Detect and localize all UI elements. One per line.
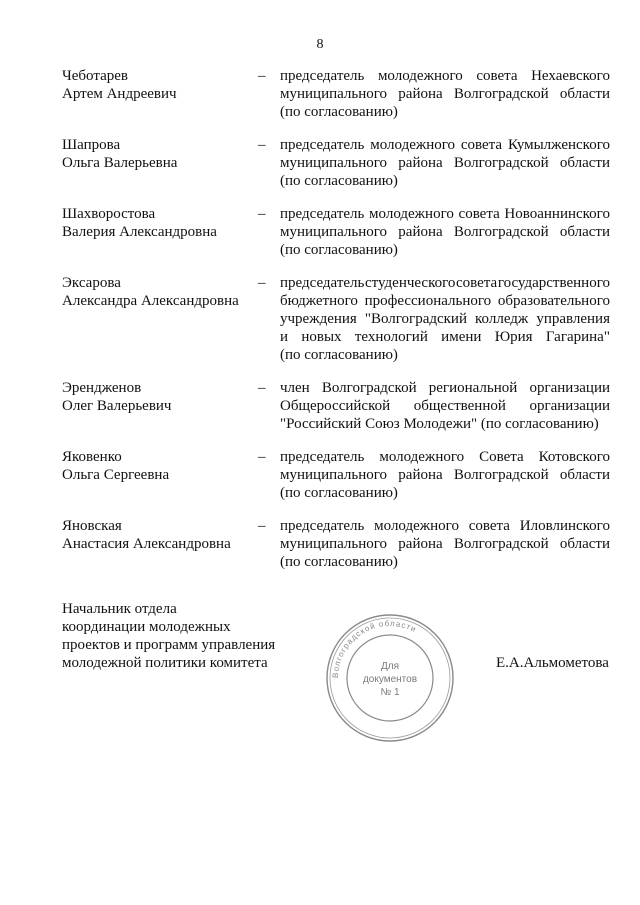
seal-ring-text: Волгоградской области xyxy=(330,618,419,679)
member-surname: Шахворостова xyxy=(62,206,156,222)
member-role-line: муниципального района Волгоградской области xyxy=(280,224,610,240)
member-given-names: Артем Андреевич xyxy=(62,86,177,102)
member-role xyxy=(280,67,610,121)
member-role-line: председатель молодежного совета Иловлинского xyxy=(280,518,610,534)
member-given-names: Ольга Сергеевна xyxy=(62,467,170,483)
member-name xyxy=(62,136,252,172)
member-given-names: Анастасия Александровна xyxy=(62,536,231,552)
member-role-line: председатель студенческого совета государственного xyxy=(280,275,610,291)
member-role-line: муниципального района Волгоградской области xyxy=(280,155,610,171)
entry-dash: – xyxy=(258,275,266,291)
member-surname: Чеботарев xyxy=(62,68,128,84)
signatory-title-line: молодежной политики комитета xyxy=(62,655,268,671)
member-role-line: (по согласованию) xyxy=(280,485,398,501)
member-role-line: член Волгоградской региональной организации xyxy=(280,380,610,396)
member-role-line: "Российский Союз Молодежи" (по согласованию) xyxy=(280,416,599,432)
member-name xyxy=(62,274,252,310)
member-role xyxy=(280,205,610,259)
member-role-line: председатель молодежного совета Кумылженского xyxy=(280,137,610,153)
member-role xyxy=(280,379,610,433)
member-role xyxy=(280,136,610,190)
member-role-line: и новых технологий имени Юрия Гагарина" xyxy=(280,329,610,345)
signatory-title-line: Начальник отдела xyxy=(62,601,177,617)
seal-center-line: Для xyxy=(380,661,400,672)
member-entry xyxy=(0,517,640,607)
entry-dash: – xyxy=(258,449,266,465)
svg-text:Волгоградской области xyxy=(331,619,418,678)
member-role-line: (по согласованию) xyxy=(280,173,398,189)
member-surname: Яновская xyxy=(62,518,122,534)
member-name xyxy=(62,517,252,553)
entry-dash: – xyxy=(258,380,266,396)
member-given-names: Олег Валерьевич xyxy=(62,398,172,414)
member-role-line: председатель молодежного совета Новоаннинского xyxy=(280,206,610,222)
signatory-title-line: проектов и программ управления xyxy=(62,637,276,653)
entry-dash: – xyxy=(258,68,266,84)
seal-center-line: документов xyxy=(362,674,418,685)
member-role-line: муниципального района Волгоградской области xyxy=(280,467,610,483)
signatory-name: Е.А.Альмометова xyxy=(496,655,609,671)
member-role-line: (по согласованию) xyxy=(280,104,398,120)
member-name xyxy=(62,67,252,103)
member-role-line: (по согласованию) xyxy=(280,242,398,258)
member-role-line: председатель молодежного совета Нехаевского xyxy=(280,68,610,84)
member-surname: Шапрова xyxy=(62,137,121,153)
member-role-line: председатель молодежного Совета Котовского xyxy=(280,449,610,465)
member-given-names: Александра Александровна xyxy=(62,293,239,309)
member-given-names: Валерия Александровна xyxy=(62,224,217,240)
member-surname: Эрендженов xyxy=(62,380,142,396)
member-role xyxy=(280,274,610,364)
member-role xyxy=(280,517,610,571)
official-seal-stamp xyxy=(324,612,456,744)
member-role-line: (по согласованию) xyxy=(280,554,398,570)
member-name xyxy=(62,448,252,484)
member-entry xyxy=(0,274,640,364)
entry-dash: – xyxy=(258,206,266,222)
page-number: 8 xyxy=(316,37,324,52)
member-role-line: муниципального района Волгоградской области xyxy=(280,536,610,552)
member-surname: Эксарова xyxy=(62,275,121,291)
member-role-line: Общероссийской общественной организации xyxy=(280,398,610,414)
member-name xyxy=(62,205,252,241)
signatory-title xyxy=(62,600,302,672)
member-role-line: муниципального района Волгоградской области xyxy=(280,86,610,102)
member-role xyxy=(280,448,610,502)
entry-dash: – xyxy=(258,518,266,534)
member-given-names: Ольга Валерьевна xyxy=(62,155,178,171)
member-role-line: бюджетного профессионального образовательного xyxy=(280,293,610,309)
entry-dash: – xyxy=(258,137,266,153)
member-role-line: (по согласованию) xyxy=(280,347,398,363)
member-surname: Яковенко xyxy=(62,449,122,465)
seal-center-line: № 1 xyxy=(380,687,400,698)
member-role-line: учреждения "Волгоградский колледж управления xyxy=(280,311,610,327)
signatory-title-line: координации молодежных xyxy=(62,619,231,635)
member-name xyxy=(62,379,252,415)
